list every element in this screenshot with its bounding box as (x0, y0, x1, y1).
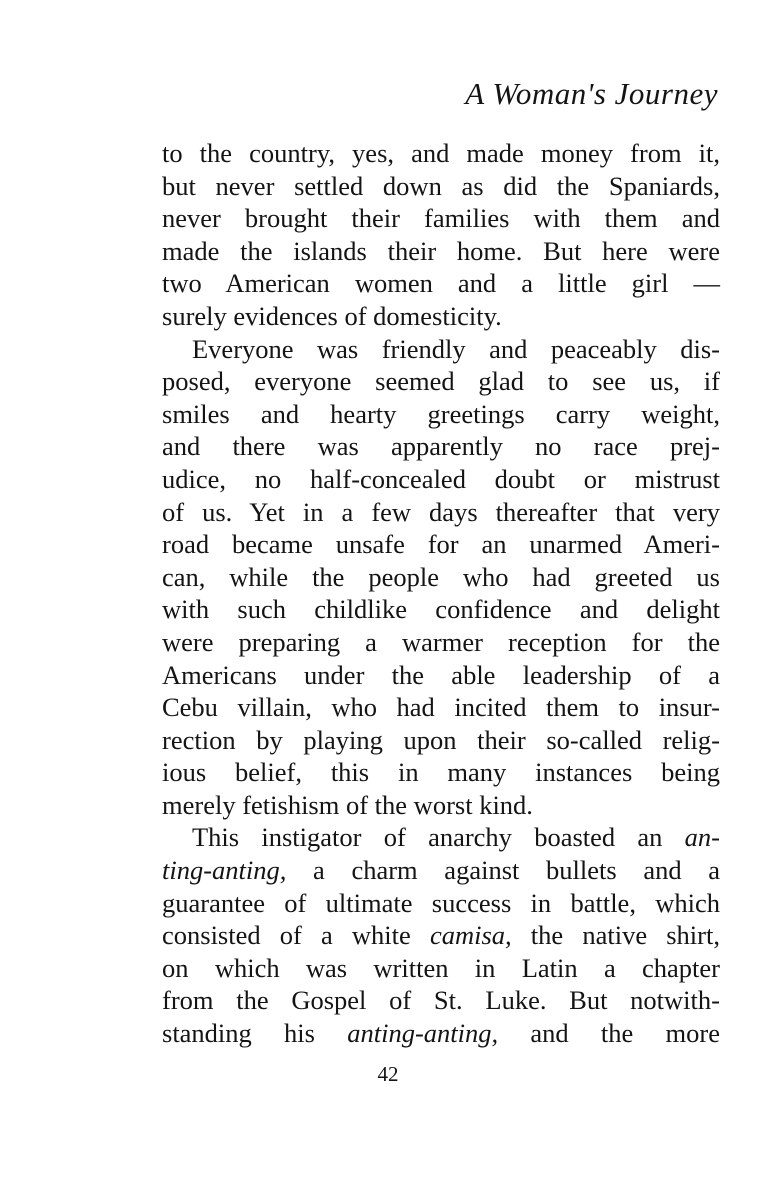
text-line (162, 496, 720, 529)
text-run: and there was apparently no race prej- (162, 431, 720, 462)
text-line (162, 984, 720, 1017)
text-run: guarantee of ultimate success in battle, which (162, 887, 720, 918)
italic-term: ting-anting, (162, 855, 287, 886)
text-line (162, 528, 720, 561)
text-line (162, 659, 720, 692)
text-line (162, 430, 720, 463)
text-line (162, 1017, 720, 1050)
text-line (162, 398, 720, 431)
text-line (162, 235, 720, 268)
text-run: of us. Yet in a few days thereafter that very (162, 496, 720, 527)
text-run: made the islands their home. But here were (162, 235, 720, 266)
text-line (162, 854, 720, 887)
text-run: with such childlike confidence and delight (162, 594, 720, 625)
text-run: Cebu villain, who had incited them to insur- (162, 692, 720, 723)
text-line (162, 300, 720, 333)
text-run: udice, no half-concealed doubt or mistrust (162, 463, 720, 494)
text-line (162, 593, 720, 626)
page-number: 42 (377, 1062, 399, 1086)
text-run: two American women and a little girl — (162, 268, 720, 299)
text-line (162, 919, 720, 952)
text-line (162, 887, 720, 920)
text-run: a charm against bullets and a (286, 855, 720, 886)
text-run: the native shirt, (511, 920, 720, 951)
italic-term: an- (684, 822, 720, 853)
text-run: from the Gospel of St. Luke. But notwith- (162, 985, 720, 1016)
text-line (162, 561, 720, 594)
text-run: This instigator of anarchy boasted an (192, 822, 685, 853)
text-line (162, 365, 720, 398)
text-line (162, 821, 720, 854)
text-run: merely fetishism of the worst kind. (162, 789, 533, 820)
body-text (162, 137, 720, 1050)
text-run: Americans under the able leadership of a (162, 659, 720, 690)
text-line (162, 333, 720, 366)
italic-term: camisa, (429, 920, 512, 951)
text-run: road became unsafe for an unarmed Ameri- (162, 529, 720, 560)
text-line (162, 202, 720, 235)
text-line (162, 137, 720, 170)
text-run: but never settled down as did the Spaniards, (162, 170, 720, 201)
running-head: A Woman's Journey (465, 76, 718, 111)
text-line (162, 789, 720, 822)
text-run: Everyone was friendly and peaceably dis- (192, 333, 720, 364)
text-run: to the country, yes, and made money from it, (162, 138, 720, 168)
text-run: on which was written in Latin a chapter (162, 952, 720, 983)
text-line (162, 952, 720, 985)
text-run: rection by playing upon their so-called relig- (162, 724, 720, 755)
text-line (162, 626, 720, 659)
text-run: never brought their families with them and (162, 203, 720, 234)
text-line (162, 170, 720, 203)
text-run: posed, everyone seemed glad to see us, if (162, 366, 720, 397)
text-line (162, 463, 720, 496)
text-run: smiles and hearty greetings carry weight, (162, 398, 720, 429)
text-run: consisted of a white (162, 920, 430, 951)
text-line (162, 691, 720, 724)
text-line (162, 724, 720, 757)
text-run: were preparing a warmer reception for the (162, 626, 720, 657)
text-run: and the more (498, 1018, 720, 1049)
text-line (162, 267, 720, 300)
text-run: standing his (162, 1018, 348, 1049)
text-line (162, 756, 720, 789)
text-run: can, while the people who had greeted us (162, 561, 720, 592)
text-run: ious belief, this in many instances being (162, 757, 720, 788)
italic-term: anting-anting, (347, 1018, 499, 1049)
text-run: surely evidences of domesticity. (162, 300, 502, 331)
